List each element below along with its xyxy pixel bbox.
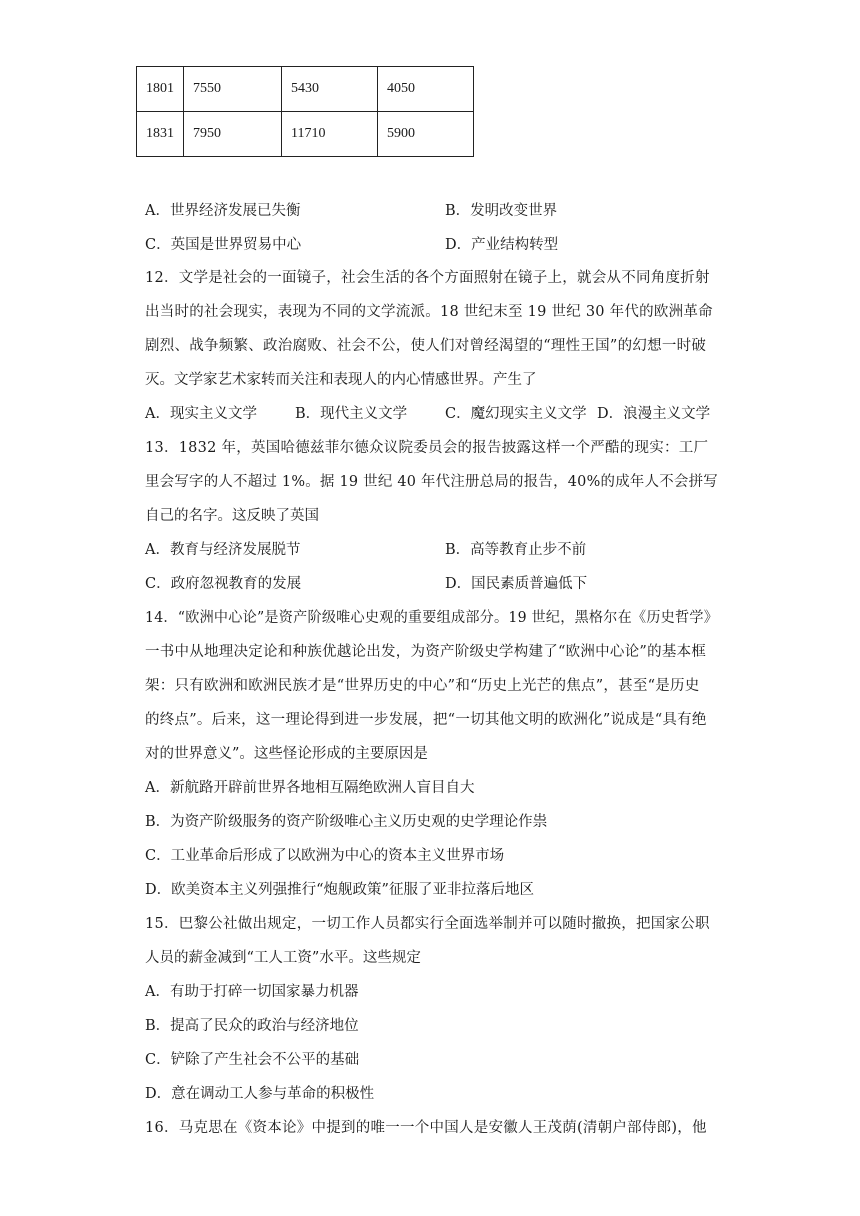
question-text: 自己的名字。这反映了英国 <box>145 508 319 524</box>
option-d: D．浪漫主义文学 <box>597 406 711 422</box>
option-a: A．现实主义文学 <box>145 406 257 422</box>
question-text: 16．马克思在《资本论》中提到的唯一一个中国人是安徽人王茂荫(清朝户部侍郎)，他 <box>145 1120 707 1136</box>
table-cell: 7550 <box>184 67 282 112</box>
table-row <box>137 112 474 157</box>
option-c: C．工业革命后形成了以欧洲为中心的资本主义世界市场 <box>145 848 505 864</box>
question-text: 出当时的社会现实，表现为不同的文学流派。18 世纪末至 19 世纪 30 年代的欧洲革命 <box>145 304 713 320</box>
question-text: 架：只有欧洲和欧洲民族才是“世界历史的中心”和“历史上光芒的焦点”，甚至“是历史 <box>145 678 700 694</box>
option-a: A．世界经济发展已失衡 <box>145 203 301 219</box>
option-d: D．产业结构转型 <box>445 237 559 253</box>
option-b: B．为资产阶级服务的资产阶级唯心主义历史观的史学理论作祟 <box>145 814 548 830</box>
option-a: A．有助于打碎一切国家暴力机器 <box>145 984 359 1000</box>
option-c: C．英国是世界贸易中心 <box>145 237 302 253</box>
table-cell: 5430 <box>282 67 378 112</box>
table-cell: 1831 <box>137 112 184 157</box>
option-b: B．高等教育止步不前 <box>445 542 587 558</box>
data-table <box>136 66 474 157</box>
option-c: C．铲除了产生社会不公平的基础 <box>145 1052 360 1068</box>
question-text: 15．巴黎公社做出规定，一切工作人员都实行全面选举制并可以随时撤换，把国家公职 <box>145 916 710 932</box>
question-text: 一书中从地理决定论和种族优越论出发，为资产阶级史学构建了“欧洲中心论”的基本框 <box>145 644 707 660</box>
table-row <box>137 67 474 112</box>
table-cell: 7950 <box>184 112 282 157</box>
table-cell: 5900 <box>378 112 474 157</box>
question-text: 12．文学是社会的一面镜子，社会生活的各个方面照射在镜子上，就会从不同角度折射 <box>145 270 710 286</box>
option-b: B．发明改变世界 <box>445 203 558 219</box>
option-c: C．魔幻现实主义文学 <box>445 406 587 422</box>
option-d: D．国民素质普遍低下 <box>445 576 588 592</box>
question-text: 13．1832 年，英国哈德兹菲尔德众议院委员会的报告披露这样一个严酷的现实：工厂 <box>145 440 709 456</box>
table-cell: 1801 <box>137 67 184 112</box>
question-text: 灭。文学家艺术家转而关注和表现人的内心情感世界。产生了 <box>145 372 537 388</box>
table-cell: 11710 <box>282 112 378 157</box>
question-text: 人员的薪金减到“工人工资”水平。这些规定 <box>145 950 421 966</box>
option-d: D．意在调动工人参与革命的积极性 <box>145 1086 375 1102</box>
question-text: 剧烈、战争频繁、政治腐败、社会不公，使人们对曾经渴望的“理性王国”的幻想一时破 <box>145 338 707 354</box>
question-text: 14．“欧洲中心论”是资产阶级唯心史观的重要组成部分。19 世纪，黑格尔在《历史哲学》 <box>145 610 719 626</box>
question-text: 对的世界意义”。这些怪论形成的主要原因是 <box>145 746 428 762</box>
option-c: C．政府忽视教育的发展 <box>145 576 302 592</box>
question-text: 里会写字的人不超过 1%。据 19 世纪 40 年代注册总局的报告，40%的成年人不会拼写 <box>145 474 718 490</box>
table-cell: 4050 <box>378 67 474 112</box>
option-b: B．现代主义文学 <box>295 406 408 422</box>
question-text: 的终点”。后来，这一理论得到进一步发展，把“一切其他文明的欧洲化”说成是“具有绝 <box>145 712 707 728</box>
option-d: D．欧美资本主义列强推行“炮舰政策”征服了亚非拉落后地区 <box>145 882 534 898</box>
option-a: A．教育与经济发展脱节 <box>145 542 301 558</box>
option-b: B．提高了民众的政治与经济地位 <box>145 1018 359 1034</box>
option-a: A．新航路开辟前世界各地相互隔绝欧洲人盲目自大 <box>145 780 475 796</box>
